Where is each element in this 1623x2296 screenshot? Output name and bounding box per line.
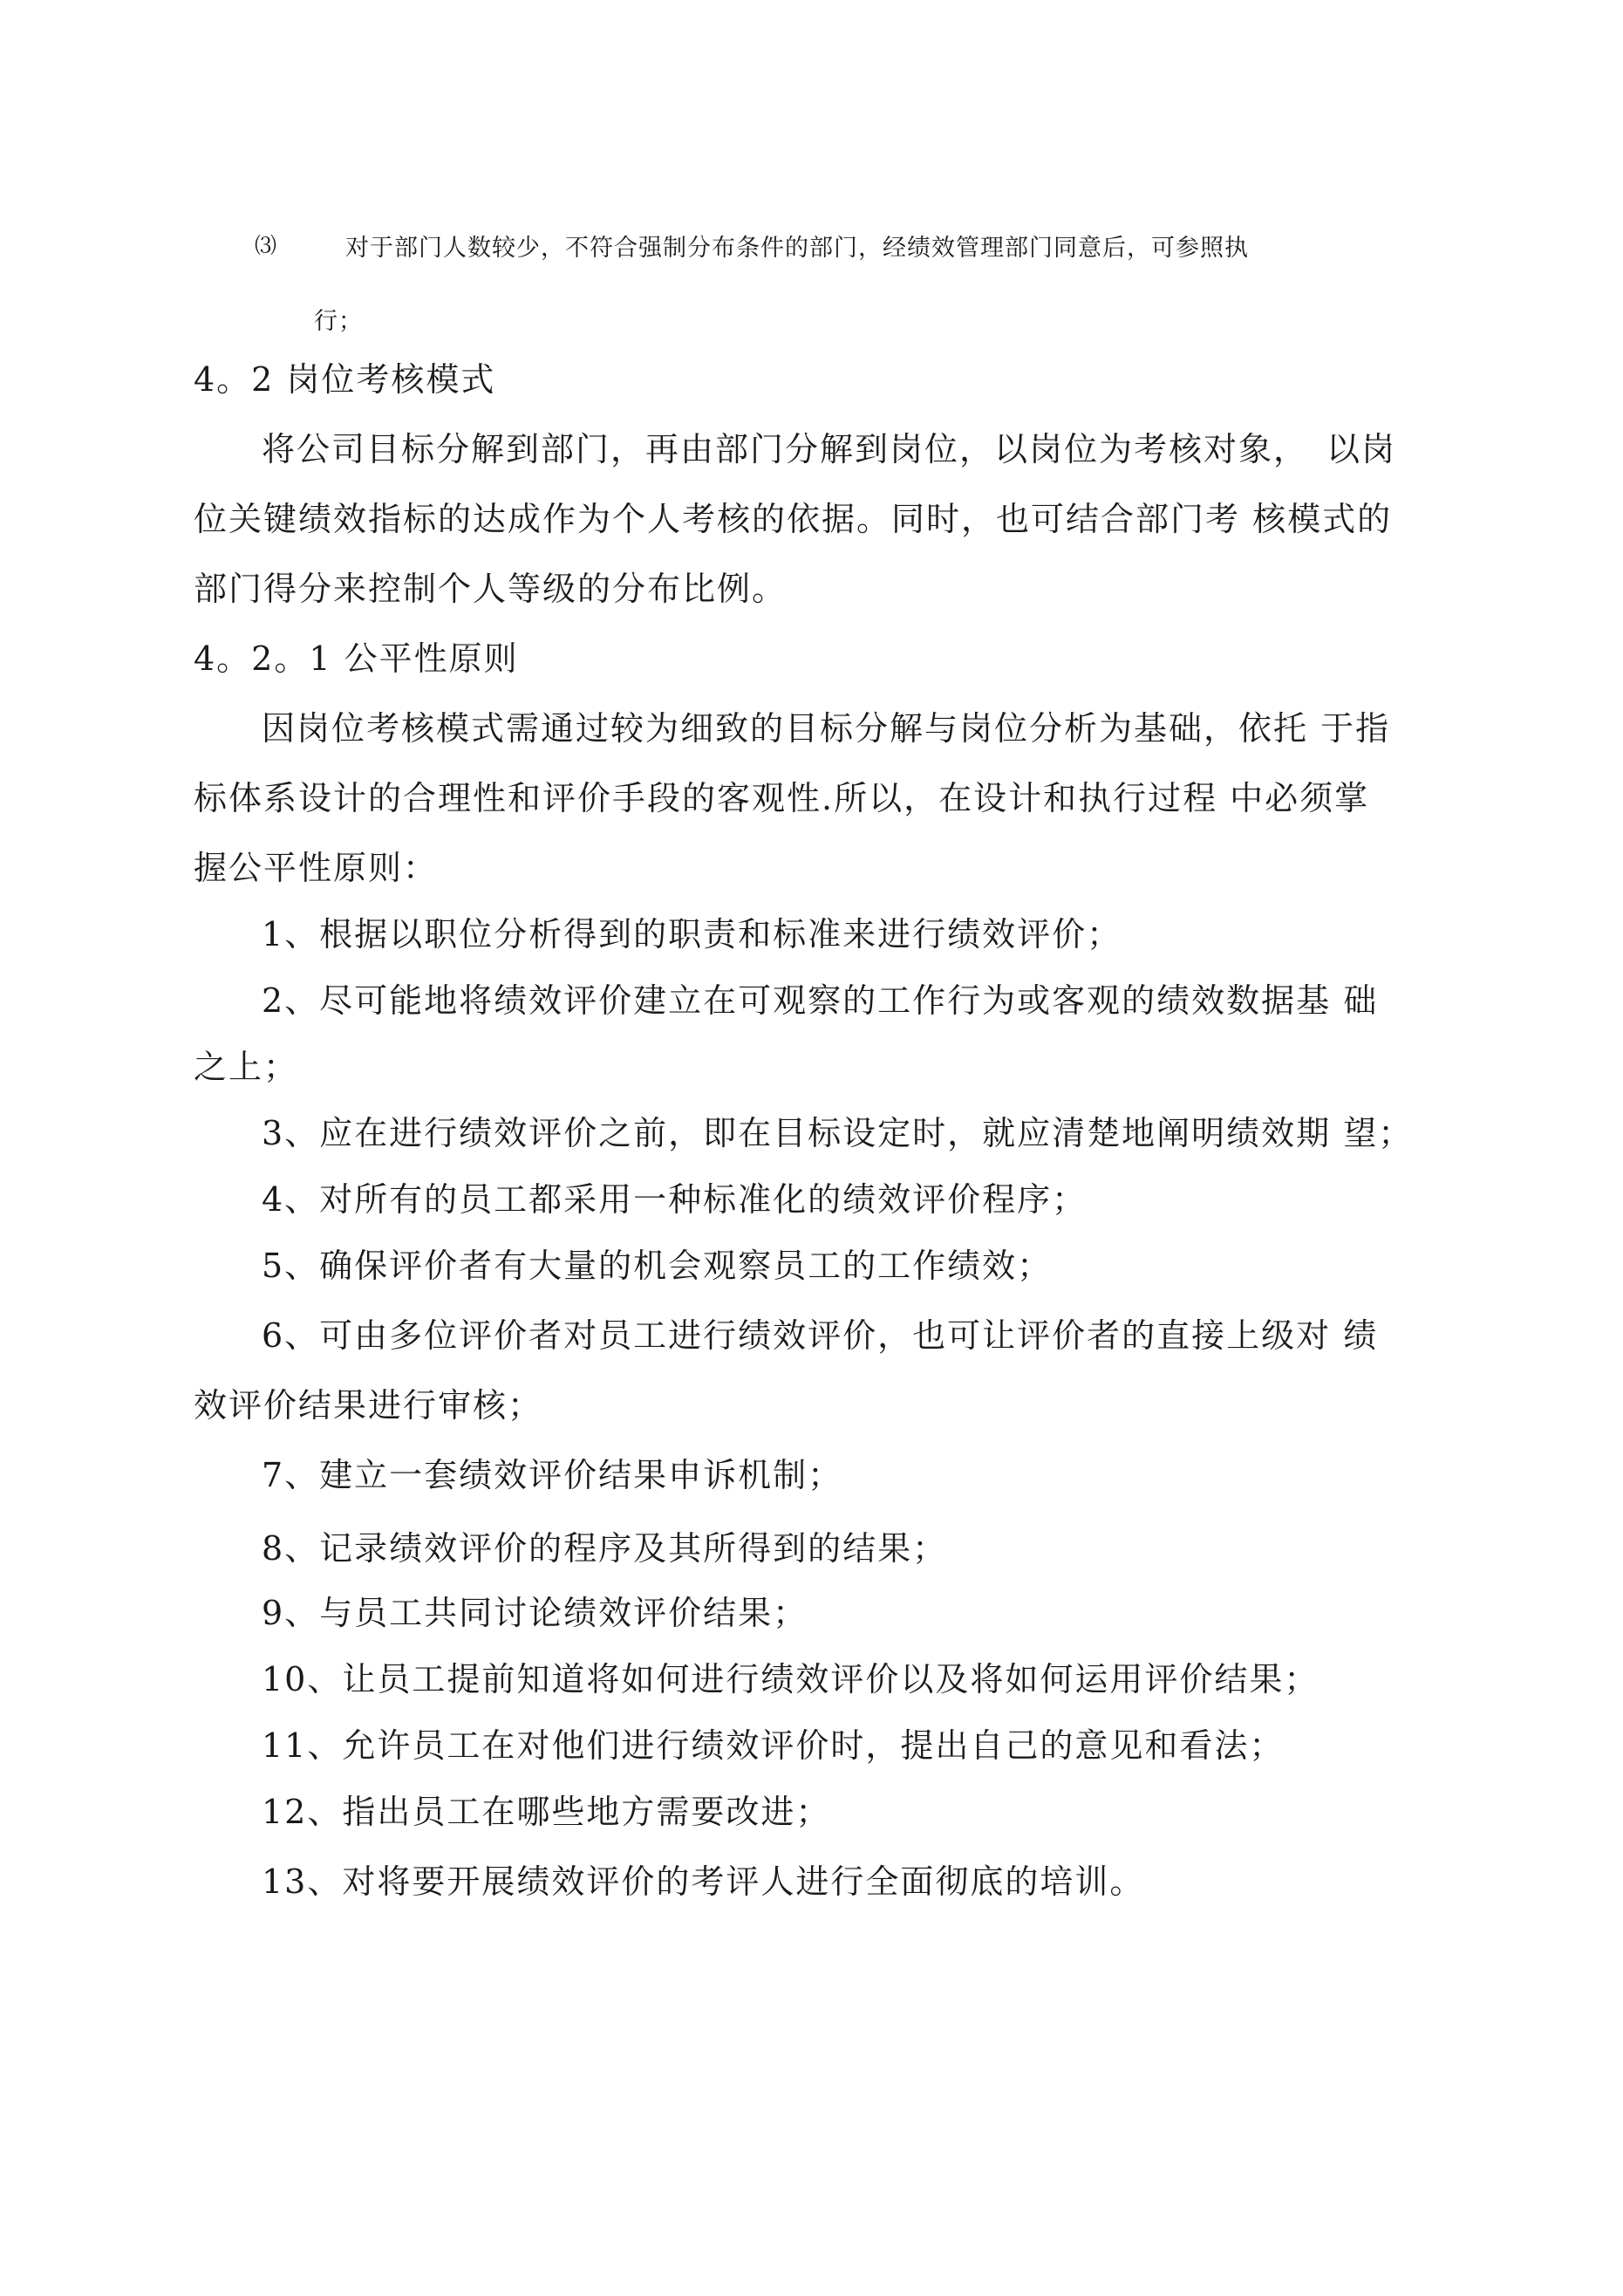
section-4-2-para-line-1: 将公司目标分解到部门，再由部门分解到岗位，以岗位为考核对象， 以岗 xyxy=(262,430,1397,468)
principle-item: 8、记录绩效评价的程序及其所得到的结果； xyxy=(262,1529,948,1568)
section-4-2-1-heading: 4。2。1 公平性原则 xyxy=(194,639,519,678)
principle-item: 13、对将要开展绩效评价的考评人进行全面彻底的培训。 xyxy=(262,1862,1145,1901)
item-3-number: ⑶ xyxy=(255,233,277,258)
principle-item: 9、与员工共同讨论绩效评价结果； xyxy=(262,1594,808,1632)
principle-item: 11、允许员工在对他们进行绩效评价时，提出自己的意见和看法； xyxy=(262,1726,1285,1765)
principle-item: 6、可由多位评价者对员工进行绩效评价，也可让评价者的直接上级对 绩 xyxy=(262,1316,1379,1355)
principle-item-continuation: 之上； xyxy=(194,1048,299,1086)
principle-item: 5、确保评价者有大量的机会观察员工的工作绩效； xyxy=(262,1247,1053,1285)
section-4-2-heading: 4。2 岗位考核模式 xyxy=(194,360,496,399)
principle-item: 7、建立一套绩效评价结果申诉机制； xyxy=(262,1456,843,1494)
principle-item: 12、指出员工在哪些地方需要改进； xyxy=(262,1793,831,1831)
principle-item-continuation: 效评价结果进行审核； xyxy=(194,1386,543,1425)
principle-item: 10、让员工提前知道将如何进行绩效评价以及将如何运用评价结果； xyxy=(262,1660,1320,1698)
section-4-2-para-line-2: 位关键绩效指标的达成作为个人考核的依据。同时，也可结合部门考 核模式的 xyxy=(194,500,1393,538)
principle-item: 3、应在进行绩效评价之前，即在目标设定时，就应清楚地阐明绩效期 望； xyxy=(262,1114,1414,1152)
section-4-2-para-line-3: 部门得分来控制个人等级的分布比例。 xyxy=(194,570,788,608)
section-4-2-1-para-line-1: 因岗位考核模式需通过较为细致的目标分解与岗位分析为基础，依托 于指 xyxy=(262,709,1391,748)
section-4-2-1-para-line-3: 握公平性原则： xyxy=(194,849,439,887)
principle-item: 1、根据以职位分析得到的职责和标准来进行绩效评价； xyxy=(262,915,1122,953)
principle-item: 2、尽可能地将绩效评价建立在可观察的工作行为或客观的绩效数据基 础 xyxy=(262,981,1379,1020)
item-3-text: 对于部门人数较少，不符合强制分布条件的部门，经绩效管理部门同意后，可参照执 xyxy=(345,235,1249,262)
principle-item: 4、对所有的员工都采用一种标准化的绩效评价程序； xyxy=(262,1180,1088,1219)
section-4-2-1-para-line-2: 标体系设计的合理性和评价手段的客观性.所以，在设计和执行过程 中必须掌 xyxy=(194,779,1370,817)
item-3-continuation: 行； xyxy=(314,308,363,335)
